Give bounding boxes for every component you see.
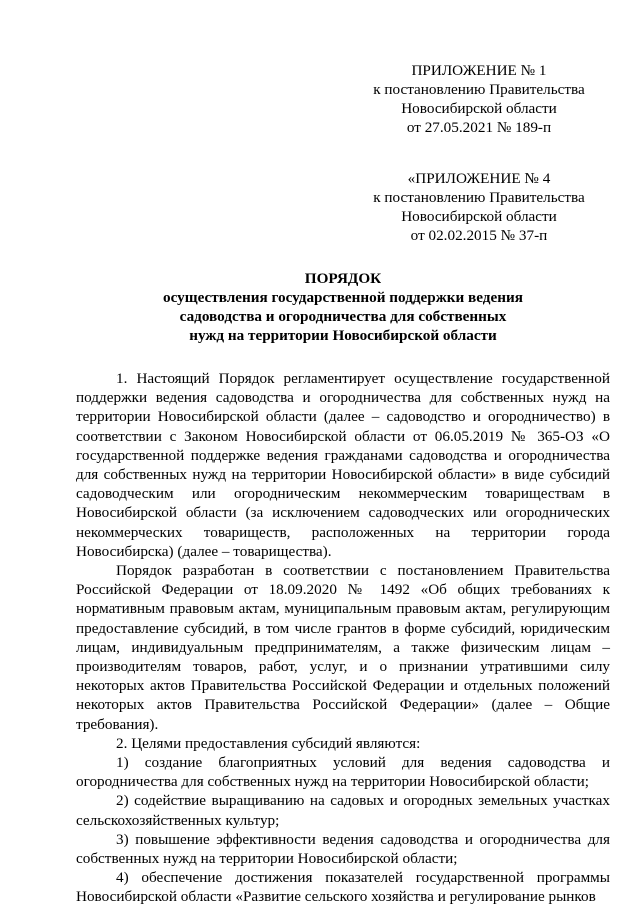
- goal-item-3: 3) повышение эффективности ведения садоводства и огородничества для собственных нужд на территории Новосибирской области;: [76, 830, 610, 868]
- paragraph-1-scope: 1. Настоящий Порядок регламентирует осуществление государственной поддержки ведения садоводства и огородничества для собственных нужд на территории Новосибирской области (далее – садоводство и огородничество) в соответствии с Законом Новосибирской области от 06.05.2019 № 365-ОЗ «О государственной поддержке ведения гражданами садоводства и огородничества для собственных нужд на территории Новосибирской области» в виде субсидий садоводческим или огородническим некоммерческим товариществам в Новосибирской области (за исключением садоводческих или огороднических некоммерческих товариществ, расположенных на территории города Новосибирска) (далее – товарищества).: [76, 370, 610, 560]
- goal-item-2: 2) содействие выращиванию на садовых и огородных земельных участках сельскохозяйственных культур;: [76, 792, 610, 829]
- title-heading: ПОРЯДОК: [304, 270, 382, 287]
- document-body: [76, 369, 610, 907]
- appendix-4-date: от 02.02.2015 № 37-п: [410, 227, 548, 244]
- appendix-1-number: ПРИЛОЖЕНИЕ № 1: [411, 62, 547, 79]
- title-line-3: садоводства и огородничества для собственных: [179, 308, 507, 325]
- paragraph-basis: Порядок разработан в соответствии с постановлением Правительства Российской Федерации от 18.09.2020 № 1492 «Об общих требованиях к нормативным правовым актам, муниципальным правовым актам, регулирующим предоставление субсидий, в том числе грантов в форме субсидий, юридическим лицам, индивидуальным предпринимателям, а также физическим лицам – производителям товаров, работ, услуг, и о признании утратившими силу некоторых актов Правительства Российской Федерации и отдельных положений некоторых актов Правительства Российской Федерации» (далее – Общие требования).: [76, 562, 610, 733]
- document-title: [76, 269, 610, 345]
- appendix-1-header: [364, 61, 594, 137]
- appendix-1-reference: к постановлению Правительства: [373, 81, 585, 98]
- appendix-4-number: «ПРИЛОЖЕНИЕ № 4: [407, 170, 551, 187]
- appendix-4-header: [364, 169, 594, 245]
- goal-item-4: 4) обеспечение достижения показателей государственной программы Новосибирской области «Развитие сельского хозяйства и регулирование рынков: [76, 869, 610, 906]
- appendix-4-region: Новосибирской области: [401, 208, 557, 225]
- goal-item-1: 1) создание благоприятных условий для ведения садоводства и огородничества для собственных нужд на территории Новосибирской области;: [76, 754, 610, 791]
- appendix-1-region: Новосибирской области: [401, 100, 557, 117]
- title-line-2: осуществления государственной поддержки ведения: [163, 289, 523, 306]
- paragraph-2-goals: 2. Целями предоставления субсидий являются:: [116, 734, 421, 752]
- appendix-1-date: от 27.05.2021 № 189-п: [406, 119, 552, 136]
- appendix-4-reference: к постановлению Правительства: [373, 189, 585, 206]
- title-line-4: нужд на территории Новосибирской области: [189, 327, 497, 344]
